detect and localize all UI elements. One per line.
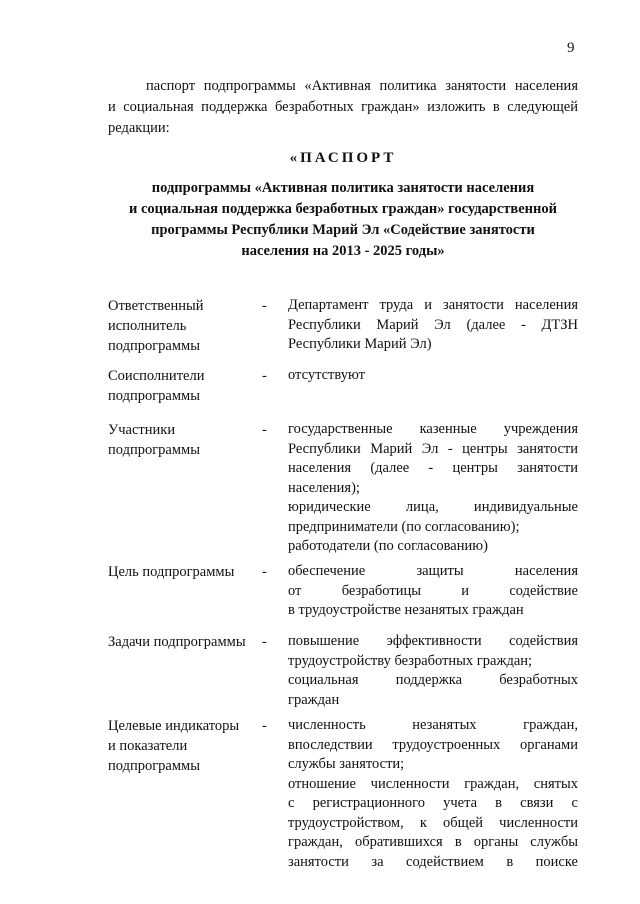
- intro-line: редакции:: [108, 120, 170, 136]
- value-line: обеспечение защиты населения: [288, 563, 578, 579]
- value-line: Республики Марий Эл): [288, 336, 432, 352]
- label-line: исполнитель: [108, 318, 187, 334]
- value-line: предприниматели (по согласованию);: [288, 518, 520, 535]
- value-line: работодатели (по согласованию): [288, 538, 488, 554]
- label-line: и показатели: [108, 738, 188, 754]
- intro-paragraph: [108, 76, 578, 139]
- row-dash: -: [262, 564, 267, 580]
- passport-subtitle-line: программы Республики Марий Эл «Содействие занятости: [151, 222, 535, 238]
- intro-line: паспорт подпрограммы «Активная политика занятости населения: [146, 78, 578, 94]
- value-line: трудоустройству безработных граждан;: [288, 652, 533, 669]
- label-line: подпрограммы: [108, 758, 200, 774]
- label-line: подпрограммы: [108, 338, 200, 354]
- value-line: Республики Марий Эл (далее - ДТЗН: [288, 316, 578, 333]
- value-line: от безработицы и содействие: [288, 582, 578, 599]
- passport-subtitle-line: и социальная поддержка безработных граждан» государственной: [128, 201, 557, 217]
- label-line: подпрограммы: [108, 442, 200, 458]
- label-line: Целевые индикаторы: [108, 718, 240, 734]
- value-line: Республики Марий Эл - центры занятости: [288, 440, 578, 457]
- passport-row-tasks: [108, 632, 578, 716]
- row-label: [108, 562, 262, 582]
- label-line: Задачи подпрограммы: [108, 634, 246, 650]
- passport-subtitle-line: подпрограммы «Активная политика занятости населения: [151, 180, 535, 196]
- row-value: [288, 366, 578, 386]
- row-dash: -: [262, 422, 267, 438]
- value-line: в трудоустройстве незанятых граждан: [288, 602, 524, 618]
- value-line: с регистрационного учета в связи с: [288, 795, 578, 811]
- value-line: граждан, обратившихся в органы службы: [288, 834, 578, 850]
- row-label: [108, 296, 262, 356]
- value-line: государственные казенные учреждения: [288, 421, 578, 437]
- row-label: [108, 632, 262, 652]
- passport-row-goal: [108, 562, 578, 632]
- passport-row-participants: [108, 420, 578, 562]
- value-line: службы занятости;: [288, 756, 405, 772]
- value-line: занятости за содействием в поиске: [288, 853, 578, 870]
- row-dash: -: [262, 298, 267, 314]
- value-line: численность незанятых граждан,: [288, 717, 578, 733]
- passport-row-responsible: [108, 296, 578, 366]
- passport-row-indicators: [108, 716, 578, 876]
- label-line: Цель подпрограммы: [108, 564, 235, 580]
- passport-subtitle-line: населения на 2013 - 2025 годы»: [241, 243, 445, 259]
- value-line: юридические лица, индивидуальные: [288, 499, 578, 515]
- value-line: трудоустройством, к общей численности: [288, 814, 578, 831]
- row-value: [288, 632, 578, 710]
- row-value: [288, 296, 578, 355]
- passport-heading: «ПАСПОРТ: [289, 150, 397, 166]
- intro-line: и социальная поддержка безработных граждан» изложить в следующей: [108, 99, 578, 115]
- row-value: [288, 716, 578, 872]
- passport-table: [108, 296, 578, 876]
- row-dash: -: [262, 634, 267, 650]
- value-line: населения (далее - центры занятости: [288, 460, 578, 476]
- value-line: отсутствуют: [288, 367, 365, 383]
- row-label: [108, 420, 262, 460]
- page-number: 9: [567, 40, 575, 56]
- passport-title: [108, 148, 578, 262]
- value-line: социальная поддержка безработных: [288, 672, 578, 688]
- row-dash: -: [262, 368, 267, 384]
- label-line: Участники: [108, 422, 176, 438]
- row-label: [108, 366, 262, 406]
- value-line: впоследствии трудоустроенных органами: [288, 736, 578, 753]
- row-value: [288, 562, 578, 621]
- row-label: [108, 716, 262, 776]
- value-line: повышение эффективности содействия: [288, 633, 578, 649]
- value-line: населения);: [288, 479, 360, 496]
- label-line: Ответственный: [108, 298, 204, 314]
- value-line: граждан: [288, 691, 340, 708]
- value-line: отношение численности граждан, снятых: [288, 775, 578, 792]
- passport-row-coexecutors: [108, 366, 578, 420]
- label-line: Соисполнители: [108, 368, 205, 384]
- row-value: [288, 420, 578, 557]
- value-line: Департамент труда и занятости населения: [288, 297, 578, 313]
- label-line: подпрограммы: [108, 388, 200, 404]
- row-dash: -: [262, 718, 267, 734]
